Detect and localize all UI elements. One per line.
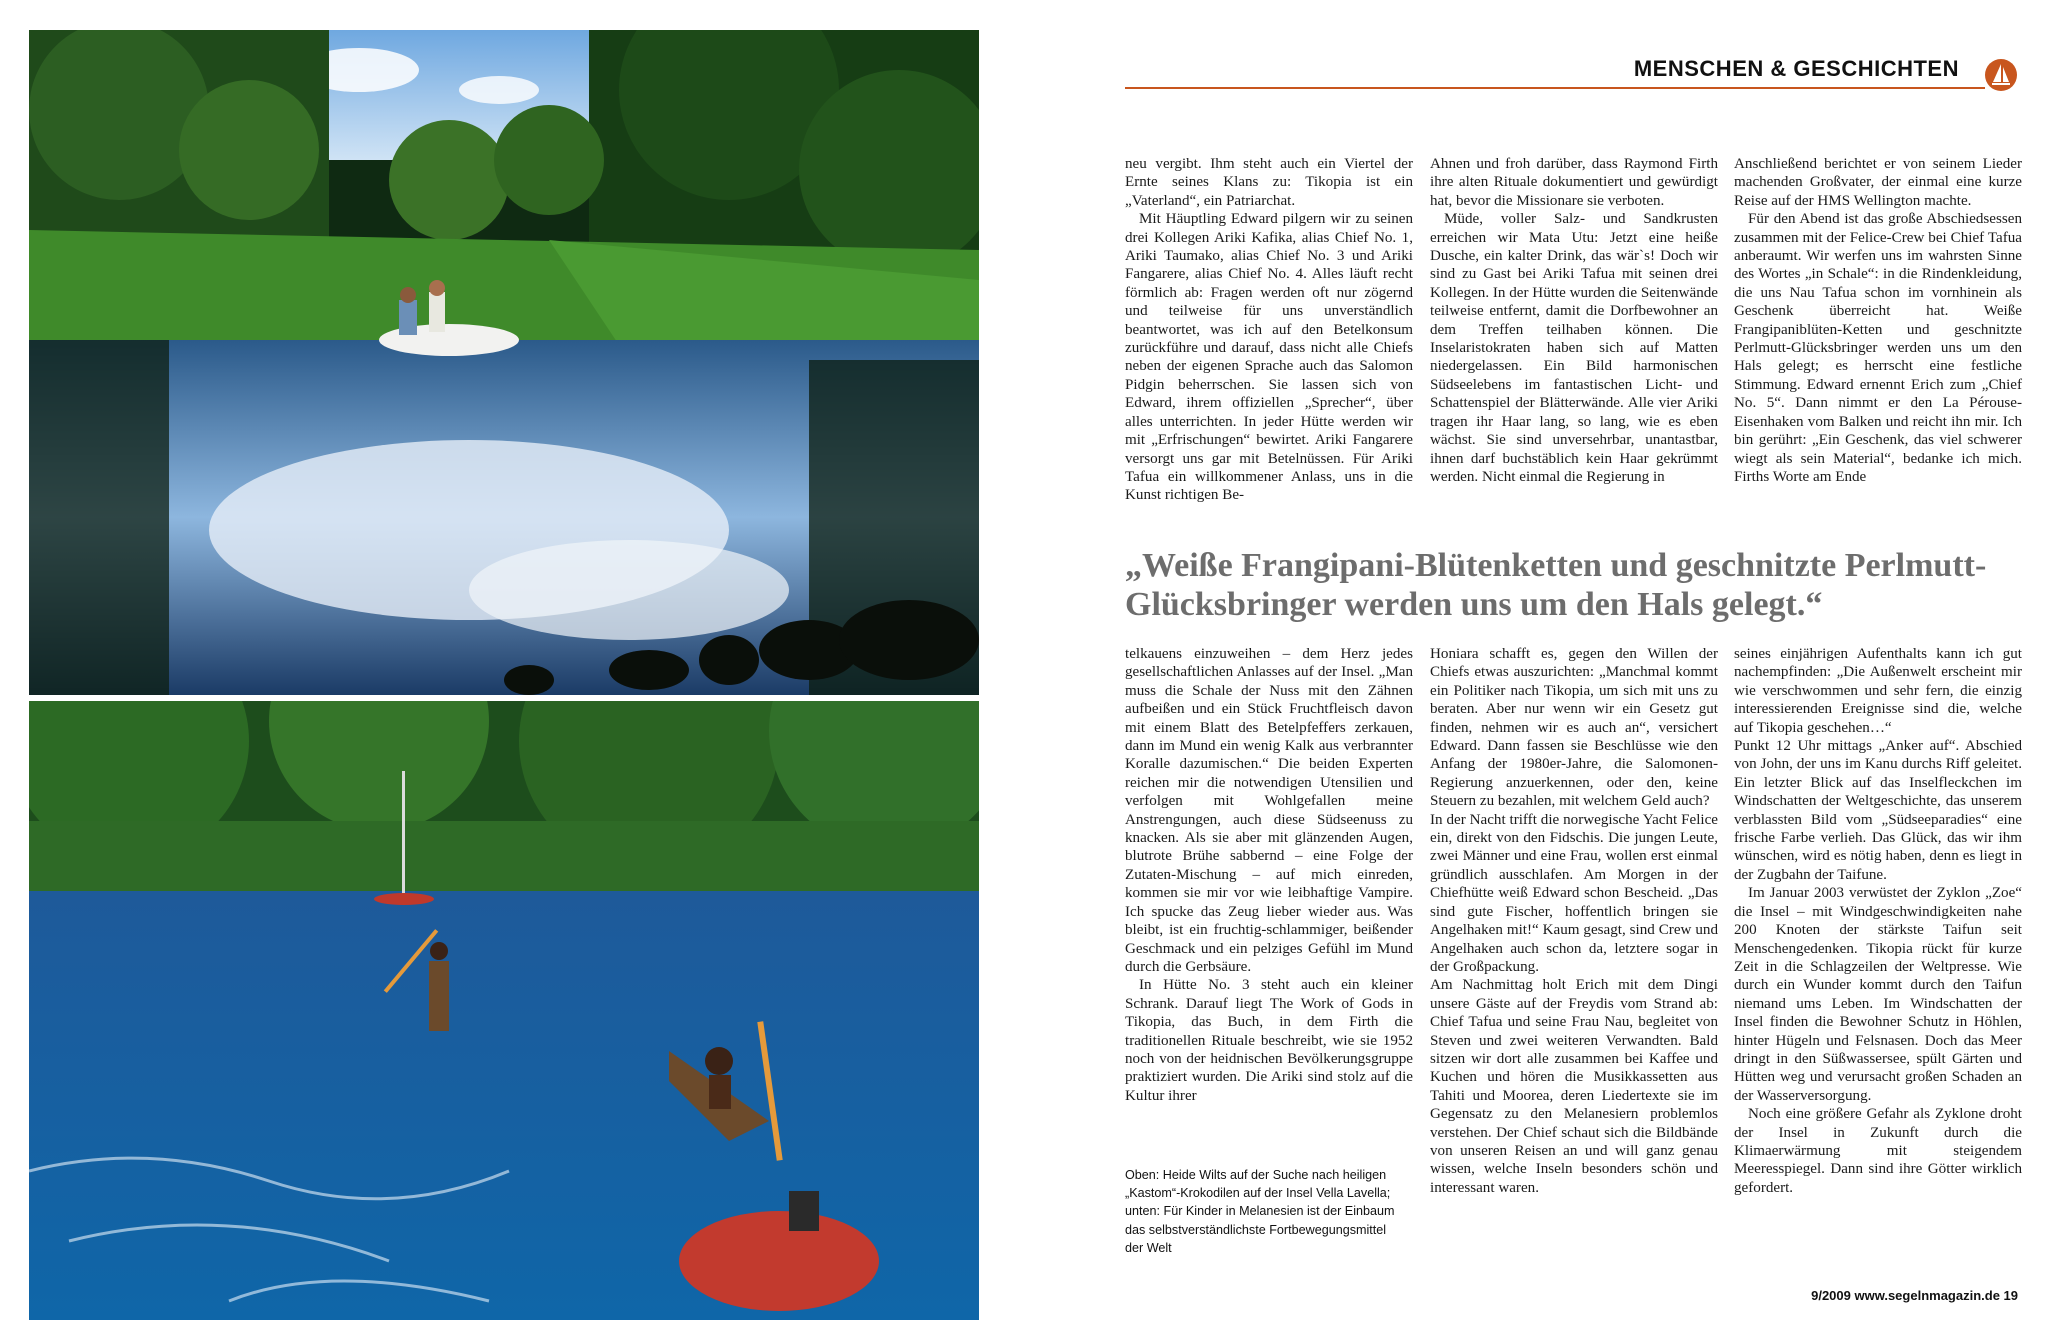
paragraph: Honiara schafft es, gegen den Willen der Chiefs etwas auszurichten: „Manchmal kommt ein Politiker nach Tikopia, um sich mit uns zu beraten. Aber nur wenn wir ein Gesetz gut finden, nehmen wir es auch an“, versichert Edward. Dann fassen sie Beschlüsse wie den Anfang der 1980er-Jahre, die Salomonen-Regierung anzuerkennen, oder den, keine Steuern zu bezahlen, mit welchem Geld auch? (1430, 646, 1718, 810)
paragraph: neu vergibt. Ihm steht auch ein Viertel der Ernte seines Klans zu: Tikopia ist ein „Vaterland“, ein Patriarchat. (1125, 156, 1413, 209)
page-footer: 9/2009 www.segelnmagazin.de 19 (1811, 1288, 2018, 1303)
header-rule (1125, 87, 1985, 89)
paragraph: telkauens einzuweihen – dem Herz jedes gesellschaftlichen Anlasses auf der Insel. „Man muss die Schale der Nuss mit den Zähnen aufbeißen und ein Stück Fruchtfleisch davon mit einem Blatt des Betelpfeffers zerkauen, dann im Mund ein wenig Kalk aus verbrannter Koralle dazumischen.“ Die beiden Experten reichen mir die notwendigen Utensilien und verfolgen mit Wohlgefallen meine Anstrengungen, auch diese Südseenuss zu knacken. Als sie aber mit glänzenden Augen, blutrote Brühe sabbernd – eine Folge der Zutaten-Mischung – auf mich einreden, kommen sie mir vor wie leibhaftige Vampire. Ich spucke das Zeug lieber wieder aus. Was bleibt, ist ein fruchtig-schlammiger, beißender Geschmack und ein pelziges Gefühl im Mund durch die Gerbsäure. (1125, 646, 1413, 975)
paragraph: Anschließend berichtet er von seinem Lieder machenden Großvater, der einmal eine kurze Reise auf der HMS Wellington machte. (1734, 156, 2022, 209)
section-title: MENSCHEN & GESCHICHTEN (1633, 56, 1959, 81)
photo-caption: Oben: Heide Wilts auf der Suche nach heiligen „Kastom“-Krokodilen auf der Insel Vella Lavella; unten: Für Kinder in Melanesien ist der Einbaum das selbstverständlichste Fortbewegungsmittel der Welt (1125, 1168, 1395, 1255)
paragraph: In Hütte No. 3 steht auch ein kleiner Schrank. Darauf liegt The Work of Gods in Tikopia, das Buch, in dem Firth die traditionellen Rituale beschreibt, wie sie 1952 noch von der heidnischen Bevölkerungsgruppe praktiziert wurden. Die Ariki sind stolz auf die Kultur ihrer (1125, 977, 1413, 1104)
paragraph: Im Januar 2003 verwüstet der Zyklon „Zoe“ die Insel – mit Windgeschwindigkeiten nahe 200 Knoten der stärkste Taifun seit Menschengedenken. Tikopia rückt für kurze Zeit in die Schlagzeilen der Weltpresse. Wie durch ein Wunder kommt durch den Taifun niemand ums Leben. Im Windschatten der Insel finden die Bewohner Schutz in Höhlen, hinter Hügeln und Felsnasen. Doch das Meer dringt in den Süßwassersee, spült Gärten und Hütten weg und verursacht großen Schaden an der Wasserversorgung. (1734, 885, 2022, 1104)
children-in-dugout-canoes-photo (29, 701, 979, 1320)
paragraph: seines einjährigen Aufenthalts kann ich gut nachempfinden: „Die Außenwelt erscheint mir wie verschwommen und sehr fern, die einzig interessierenden Ereignisse sind die, welche auf Tikopia geschehen…“ (1734, 646, 2022, 736)
paragraph: Mit Häuptling Edward pilgern wir zu seinen drei Kollegen Ariki Kafika, alias Chief No. 1, Ariki Taumako, alias Chief No. 3 und Ariki Fangarere, alias Chief No. 4. Alles läuft recht förmlich ab: Fragen werden oft nur zögernd und teilweise für uns unverständlich beantwortet, was ich auf den Betelkonsum zurückführe und darauf, dass nicht alle Chiefs neben der eigenen Sprache auch das Salomon Pidgin beherrschen. Sie lassen sich von Edward, ihrem offiziellen „Sprecher“, über alles unterrichten. In jeder Hütte werden wir mit „Erfrischungen“ bewirtet. Ariki Fangarere versorgt uns gar mit Betelnüssen. Für Ariki Tafua ein willkommener Anlass, uns in die Kunst richtigen Be- (1125, 211, 1413, 504)
article-lower-column-2 (1430, 645, 1718, 1197)
paragraph: Noch eine größere Gefahr als Zyklone droht der Insel in Zukunft durch die Klimaerwärmung mit steigendem Meeresspiegel. Dann sind ihre Götter wirklich gefordert. (1734, 1106, 2022, 1196)
article-lower-column-3 (1734, 645, 2022, 1197)
article-upper-column-2 (1430, 155, 1718, 486)
paragraph: In der Nacht trifft die norwegische Yacht Felice ein, direkt von den Fidschis. Die jungen Leute, zwei Männer und eine Frau, wollen erst einmal gründlich ausschlafen. Am Morgen in der Chiefhütte weiß Edward schon Bescheid. „Das sind gute Fischer, hoffentlich bringen sie Angelhaken mit!“ Kaum gesagt, sind Crew und Angelhaken auch schon da, letztere sogar in der Großpackung. (1430, 811, 1718, 975)
paragraph: Für den Abend ist das große Abschiedsessen zusammen mit der Felice-Crew bei Chief Tafua anberaumt. Wir werfen uns im wahrsten Sinne des Wortes „in Schale“: in die Rindenkleidung, die uns Nau Tafua schon im vornhinein als Geschenk überreicht hat. Weiße Frangipaniblüten-Ketten und geschnitzte Perlmutt-Glücksbringer werden uns um den Hals gelegt; es herrscht eine festliche Stimmung. Edward ernennt Erich zum „Chief No. 5“. Dann nimmt er den La Pérouse-Eisenhaken vom Balken und reicht ihn mir. Ich bin gerührt: „Ein Geschenk, das viel schwerer wiegt als sein Material“, bedanke ich mich. Firths Worte am Ende (1734, 211, 2022, 485)
paragraph: Am Nachmittag holt Erich mit dem Dingi unsere Gäste auf der Freydis vom Strand ab: Chief Tafua und seine Frau Nau, begleitet von Steven und zwei weiteren Verwandten. Bald sitzen wir dort alle zusammen bei Kaffee und Kuchen und hören die Musikkassetten aus Tahiti und Moorea, deren Liedertexte sie im Gegensatz zu den Melanesiern problemlos verstehen. Der Chief schaut sich die Bildbände von unseren Reisen an und will ganz genau wissen, welche Inseln besonders schön und interessant waren. (1430, 977, 1718, 1196)
article-upper-column-1 (1125, 155, 1413, 505)
article-upper-column-3 (1734, 155, 2022, 486)
article-lower-column-1 (1125, 645, 1413, 1105)
paragraph: Ahnen und froh darüber, dass Raymond Firth ihre alten Rituale dokumentiert und gewürdigt hat, bevor die Missionare sie verboten. (1430, 156, 1718, 209)
sail-logo-icon (1984, 58, 2018, 92)
river-with-inflatable-boat-photo (29, 30, 979, 695)
paragraph: Müde, voller Salz- und Sandkrusten erreichen wir Mata Utu: Jetzt eine heiße Dusche, ein kalter Drink, das wär`s! Doch wir sind zu Gast bei Ariki Tafua mit seinen drei Kollegen. In der Hütte wurden die Seitenwände teilweise entfernt, damit die Dorfbewohner an dem Treffen teilhaben können. Die Inselaristokraten haben sich auf Matten niedergelassen. Ein Bild harmonischen Südseelebens im fantastischen Licht- und Schattenspiel der Blätterwände. Alle vier Ariki tragen ihr Haar lang, so lang, wie es eben wächst. Sie sind unversehrbar, unantastbar, ihnen darf buchstäblich kein Haar gekrümmt werden. Nicht einmal die Regierung in (1430, 211, 1718, 485)
paragraph: Punkt 12 Uhr mittags „Anker auf“. Abschied von John, der uns im Kanu durchs Riff geleitet. Ein letzter Blick auf das Inselfleckchen im Windschatten der Weltgeschichte, das unserem verblassten Bild vom „Südseeparadies“ eine frische Farbe verlieh. Das Glück, das wir ihm wünschen, wird es nötig haben, denn es liegt in der Zugbahn der Taifune. (1734, 738, 2022, 883)
pull-quote: „Weiße Frangipani-Blütenketten und geschnitzte Perlmutt-Glücksbringer werden uns um den Hals gelegt.“ (1125, 547, 1987, 623)
